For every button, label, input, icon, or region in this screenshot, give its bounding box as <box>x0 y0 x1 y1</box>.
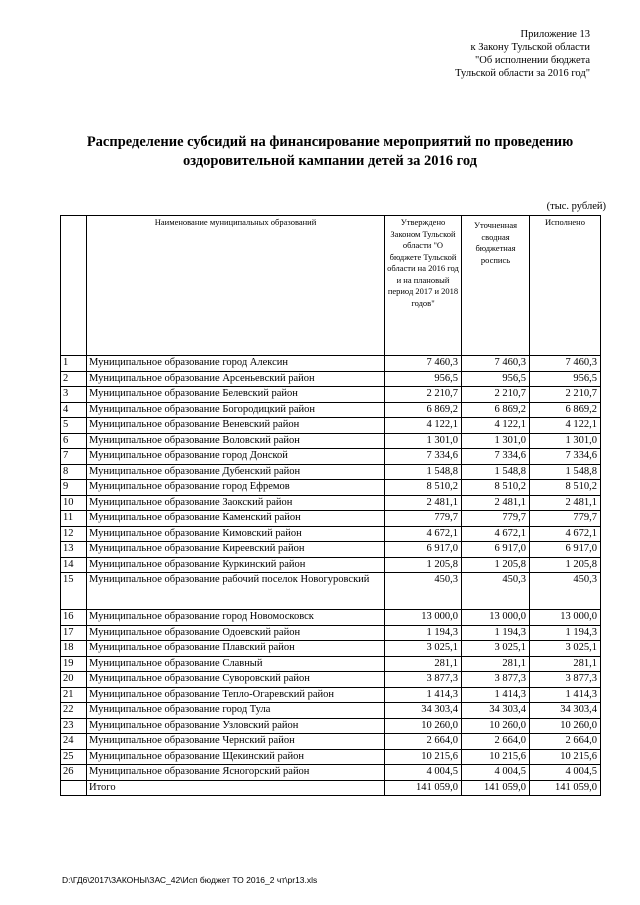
executed-value: 3 025,1 <box>530 641 601 657</box>
municipality-name: Муниципальное образование Тепло-Огаревский район <box>87 687 385 703</box>
table-row <box>61 734 601 750</box>
header-name: Наименование муниципальных образований <box>87 216 385 356</box>
executed-value: 4 004,5 <box>530 765 601 781</box>
executed-value: 1 548,8 <box>530 464 601 480</box>
municipality-name: Муниципальное образование город Алексин <box>87 356 385 372</box>
approved-value: 8 510,2 <box>385 480 462 496</box>
table-row <box>61 557 601 573</box>
refined-value: 450,3 <box>462 573 530 610</box>
row-number: 6 <box>61 433 87 449</box>
executed-value: 4 122,1 <box>530 418 601 434</box>
total-approved: 141 059,0 <box>385 780 462 795</box>
total-executed: 141 059,0 <box>530 780 601 795</box>
approved-value: 779,7 <box>385 511 462 527</box>
approved-value: 1 414,3 <box>385 687 462 703</box>
refined-value: 6 917,0 <box>462 542 530 558</box>
executed-value: 956,5 <box>530 371 601 387</box>
appendix-line-3: "Об исполнении бюджета <box>475 55 590 66</box>
table-row <box>61 418 601 434</box>
municipality-name: Муниципальное образование Узловский район <box>87 718 385 734</box>
executed-value: 779,7 <box>530 511 601 527</box>
approved-value: 4 122,1 <box>385 418 462 434</box>
row-number: 25 <box>61 749 87 765</box>
row-number: 24 <box>61 734 87 750</box>
municipality-name: Муниципальное образование Веневский район <box>87 418 385 434</box>
approved-value: 3 877,3 <box>385 672 462 688</box>
row-number: 3 <box>61 387 87 403</box>
executed-value: 4 672,1 <box>530 526 601 542</box>
header-approved: Утверждено Законом Тульской области "О бюджете Тульской области на 2016 год и на плановый период 2017 и 2018 годов" <box>385 216 462 356</box>
row-number: 9 <box>61 480 87 496</box>
executed-value: 2 481,1 <box>530 495 601 511</box>
refined-value: 10 215,6 <box>462 749 530 765</box>
executed-value: 3 877,3 <box>530 672 601 688</box>
total-number <box>61 780 87 795</box>
units-label: (тыс. рублей) <box>546 201 606 212</box>
refined-value: 2 664,0 <box>462 734 530 750</box>
appendix-line-4: Тульской области за 2016 год" <box>455 68 590 79</box>
table-row <box>61 356 601 372</box>
executed-value: 10 215,6 <box>530 749 601 765</box>
municipality-name: Муниципальное образование Заокский район <box>87 495 385 511</box>
municipality-name: Муниципальное образование город Тула <box>87 703 385 719</box>
row-number: 17 <box>61 625 87 641</box>
row-number: 15 <box>61 573 87 610</box>
table-row <box>61 387 601 403</box>
municipality-name: Муниципальное образование Богородицкий район <box>87 402 385 418</box>
municipality-name: Муниципальное образование Кимовский район <box>87 526 385 542</box>
approved-value: 450,3 <box>385 573 462 610</box>
refined-value: 10 260,0 <box>462 718 530 734</box>
total-row <box>61 780 601 795</box>
executed-value: 6 917,0 <box>530 542 601 558</box>
refined-value: 2 210,7 <box>462 387 530 403</box>
approved-value: 6 869,2 <box>385 402 462 418</box>
table-row <box>61 511 601 527</box>
table-row <box>61 573 601 610</box>
municipality-name: Муниципальное образование Дубенский район <box>87 464 385 480</box>
table-row <box>61 687 601 703</box>
municipality-name: Муниципальное образование рабочий поселок Новогуровский <box>87 573 385 610</box>
row-number: 19 <box>61 656 87 672</box>
municipality-name: Муниципальное образование Арсеньевский район <box>87 371 385 387</box>
approved-value: 956,5 <box>385 371 462 387</box>
refined-value: 3 025,1 <box>462 641 530 657</box>
municipality-name: Муниципальное образование Киреевский район <box>87 542 385 558</box>
approved-value: 1 205,8 <box>385 557 462 573</box>
municipality-name: Муниципальное образование Каменский район <box>87 511 385 527</box>
row-number: 8 <box>61 464 87 480</box>
table-row <box>61 526 601 542</box>
table-row <box>61 656 601 672</box>
municipality-name: Муниципальное образование Плавский район <box>87 641 385 657</box>
header-refined: Уточненная сводная бюджетная роспись <box>462 216 530 356</box>
executed-value: 1 194,3 <box>530 625 601 641</box>
municipality-name: Муниципальное образование Чернский район <box>87 734 385 750</box>
municipality-name: Муниципальное образование Одоевский район <box>87 625 385 641</box>
table-row <box>61 495 601 511</box>
refined-value: 4 122,1 <box>462 418 530 434</box>
row-number: 16 <box>61 610 87 626</box>
executed-value: 10 260,0 <box>530 718 601 734</box>
row-number: 4 <box>61 402 87 418</box>
refined-value: 1 548,8 <box>462 464 530 480</box>
row-number: 26 <box>61 765 87 781</box>
executed-value: 450,3 <box>530 573 601 610</box>
refined-value: 3 877,3 <box>462 672 530 688</box>
executed-value: 34 303,4 <box>530 703 601 719</box>
approved-value: 7 460,3 <box>385 356 462 372</box>
municipality-name: Муниципальное образование Куркинский район <box>87 557 385 573</box>
refined-value: 6 869,2 <box>462 402 530 418</box>
table-row <box>61 402 601 418</box>
approved-value: 7 334,6 <box>385 449 462 465</box>
table-row <box>61 371 601 387</box>
row-number: 13 <box>61 542 87 558</box>
table-row <box>61 718 601 734</box>
appendix-line-1: Приложение 13 <box>520 29 590 40</box>
subsidy-table <box>60 215 601 796</box>
row-number: 11 <box>61 511 87 527</box>
municipality-name: Муниципальное образование город Новомосковск <box>87 610 385 626</box>
approved-value: 1 194,3 <box>385 625 462 641</box>
executed-value: 7 460,3 <box>530 356 601 372</box>
executed-value: 13 000,0 <box>530 610 601 626</box>
approved-value: 6 917,0 <box>385 542 462 558</box>
municipality-name: Муниципальное образование город Ефремов <box>87 480 385 496</box>
row-number: 18 <box>61 641 87 657</box>
appendix-line-2: к Закону Тульской области <box>470 42 590 53</box>
refined-value: 2 481,1 <box>462 495 530 511</box>
row-number: 1 <box>61 356 87 372</box>
title-line-1: Распределение субсидий на финансирование мероприятий по проведению <box>86 134 574 150</box>
refined-value: 779,7 <box>462 511 530 527</box>
municipality-name: Муниципальное образование Воловский район <box>87 433 385 449</box>
approved-value: 2 664,0 <box>385 734 462 750</box>
approved-value: 1 548,8 <box>385 464 462 480</box>
executed-value: 2 210,7 <box>530 387 601 403</box>
executed-value: 6 869,2 <box>530 402 601 418</box>
row-number: 23 <box>61 718 87 734</box>
table-row <box>61 542 601 558</box>
approved-value: 34 303,4 <box>385 703 462 719</box>
title-line-2: оздоровительной кампании детей за 2016 год <box>182 153 478 169</box>
refined-value: 4 004,5 <box>462 765 530 781</box>
table-row <box>61 641 601 657</box>
refined-value: 281,1 <box>462 656 530 672</box>
approved-value: 3 025,1 <box>385 641 462 657</box>
row-number: 2 <box>61 371 87 387</box>
refined-value: 4 672,1 <box>462 526 530 542</box>
approved-value: 2 481,1 <box>385 495 462 511</box>
municipality-name: Муниципальное образование Славный <box>87 656 385 672</box>
refined-value: 13 000,0 <box>462 610 530 626</box>
refined-value: 1 301,0 <box>462 433 530 449</box>
total-refined: 141 059,0 <box>462 780 530 795</box>
municipality-name: Муниципальное образование Щекинский район <box>87 749 385 765</box>
approved-value: 4 672,1 <box>385 526 462 542</box>
row-number: 12 <box>61 526 87 542</box>
approved-value: 281,1 <box>385 656 462 672</box>
row-number: 14 <box>61 557 87 573</box>
row-number: 22 <box>61 703 87 719</box>
refined-value: 1 194,3 <box>462 625 530 641</box>
refined-value: 34 303,4 <box>462 703 530 719</box>
header-executed: Исполнено <box>530 216 601 356</box>
table-row <box>61 433 601 449</box>
refined-value: 7 334,6 <box>462 449 530 465</box>
appendix-header <box>400 28 590 80</box>
executed-value: 2 664,0 <box>530 734 601 750</box>
executed-value: 7 334,6 <box>530 449 601 465</box>
municipality-name: Муниципальное образование Белевский район <box>87 387 385 403</box>
header-number <box>61 216 87 356</box>
table-row <box>61 480 601 496</box>
executed-value: 1 205,8 <box>530 557 601 573</box>
row-number: 7 <box>61 449 87 465</box>
row-number: 5 <box>61 418 87 434</box>
executed-value: 8 510,2 <box>530 480 601 496</box>
document-title <box>60 133 600 171</box>
executed-value: 1 414,3 <box>530 687 601 703</box>
table-body <box>61 356 601 796</box>
executed-value: 281,1 <box>530 656 601 672</box>
approved-value: 10 215,6 <box>385 749 462 765</box>
approved-value: 10 260,0 <box>385 718 462 734</box>
table-row <box>61 625 601 641</box>
row-number: 20 <box>61 672 87 688</box>
table-row <box>61 464 601 480</box>
refined-value: 7 460,3 <box>462 356 530 372</box>
table-row <box>61 672 601 688</box>
approved-value: 1 301,0 <box>385 433 462 449</box>
file-path-footer: D:\ГД6\2017\ЗАКОНЫ\ЗАС_42\Исп бюджет ТО 2016_2 чт\pr13.xls <box>62 875 318 885</box>
table-row <box>61 703 601 719</box>
total-label: Итого <box>87 780 385 795</box>
municipality-name: Муниципальное образование город Донской <box>87 449 385 465</box>
municipality-name: Муниципальное образование Ясногорский район <box>87 765 385 781</box>
row-number: 10 <box>61 495 87 511</box>
refined-value: 1 205,8 <box>462 557 530 573</box>
municipality-name: Муниципальное образование Суворовский район <box>87 672 385 688</box>
refined-value: 956,5 <box>462 371 530 387</box>
refined-value: 1 414,3 <box>462 687 530 703</box>
row-number: 21 <box>61 687 87 703</box>
approved-value: 13 000,0 <box>385 610 462 626</box>
refined-value: 8 510,2 <box>462 480 530 496</box>
approved-value: 2 210,7 <box>385 387 462 403</box>
table-row <box>61 610 601 626</box>
table-header-row <box>61 216 601 356</box>
approved-value: 4 004,5 <box>385 765 462 781</box>
table-row <box>61 749 601 765</box>
executed-value: 1 301,0 <box>530 433 601 449</box>
table-row <box>61 449 601 465</box>
table-row <box>61 765 601 781</box>
